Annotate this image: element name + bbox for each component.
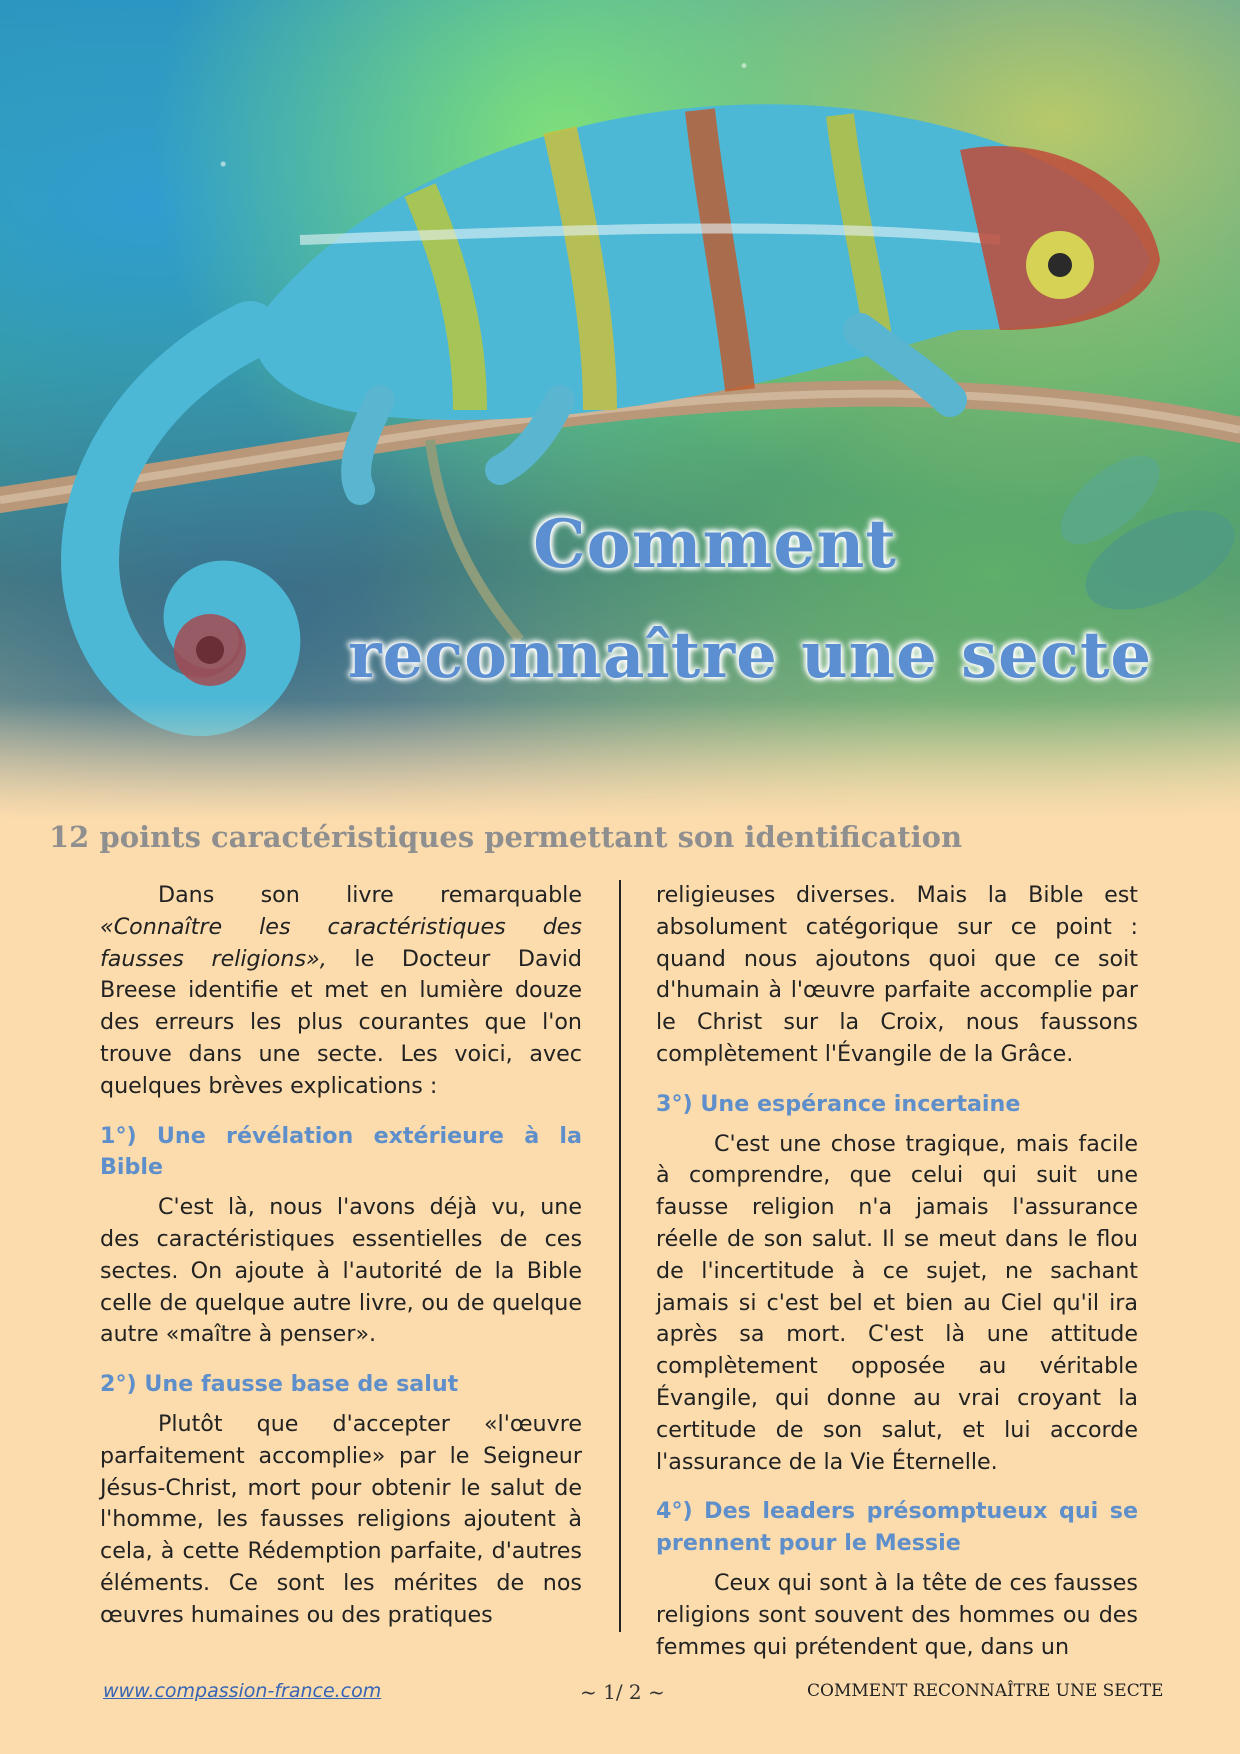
hero-title-line1: Comment bbox=[533, 505, 897, 583]
point-3-text: C'est une chose tragique, mais facile à comprendre, que celui qui suit une fausse religion n'a jamais l'assurance réelle de son salut. Il se meut dans le flou de l'incertitude à ce sujet, ne sachant jamais si c'est bel et bien au Ciel qu'il ira après sa mort. C'est là une attitude complètement opposée au véritable Évangile, qui donne au vrai croyant la certitude de son salut, et lui accorde l'assurance de la Vie Éternelle. bbox=[656, 1130, 1138, 1475]
left-column bbox=[100, 880, 582, 1632]
point-1-heading: 1°) Une révélation extérieure à la Bible bbox=[100, 1122, 582, 1181]
page-number: ~ 1/ 2 ~ bbox=[580, 1680, 665, 1704]
intro-prefix: Dans son livre remarquable bbox=[158, 882, 582, 908]
point-2-heading: 2°) Une fausse base de salut bbox=[100, 1371, 459, 1398]
point-3-heading: 3°) Une espérance incertaine bbox=[656, 1090, 1021, 1117]
point-2-continued: religieuses diverses. Mais la Bible est absolument catégorique sur ce point : quand nous ajoutons quoi que ce soit d'humain à l'œuvre parfaite accomplie par le Christ sur la Croix, nous faussons complètement l'Évangile de la Grâce. bbox=[656, 882, 1138, 1067]
intro-paragraph bbox=[100, 880, 582, 1103]
hero-banner bbox=[0, 0, 1240, 820]
subtitle: 12 points caractéristiques permettant son identification bbox=[49, 820, 963, 854]
hero-title-line2: reconnaître une secte bbox=[347, 618, 1153, 693]
point-2-text: Plutôt que d'accepter «l'œuvre parfaitement accomplie» par le Seigneur Jésus-Christ, mort pour obtenir le salut de l'homme, les fausses religions ajoutent à cela, à cette Rédemption parfaite, d'autres éléments. Ce sont les mérites de nos œuvres humaines ou des pratiques bbox=[100, 1410, 582, 1628]
article-body bbox=[100, 880, 1140, 1660]
chameleon-illustration bbox=[0, 0, 1240, 820]
book-title: «Connaître les caractéristiques des fausses religions», bbox=[100, 913, 582, 972]
page-footer bbox=[0, 1680, 1240, 1714]
website-link[interactable]: www.compassion-france.com bbox=[103, 1680, 382, 1702]
intro-rest: le Docteur David Breese identifie et met en lumière douze des erreurs les plus courantes que l'on trouve dans une secte. Les voici, avec quelques brèves explications : bbox=[100, 945, 582, 1099]
point-1-text: C'est là, nous l'avons déjà vu, une des caractéristiques essentielles de ces sectes. On ajoute à l'autorité de la Bible celle de quelque autre livre, ou de quelque autre «maître à penser». bbox=[100, 1194, 582, 1348]
point-4-text: Ceux qui sont à la tête de ces fausses religions sont souvent des hommes ou des femmes qui prétendent que, dans un bbox=[656, 1569, 1138, 1660]
point-4-heading: 4°) Des leaders présomptueux qui se prennent pour le Messie bbox=[656, 1498, 1138, 1557]
running-title: COMMENT RECONNAÎTRE UNE SECTE bbox=[807, 1681, 1164, 1701]
column-divider bbox=[619, 880, 621, 1632]
right-column bbox=[656, 880, 1138, 1663]
